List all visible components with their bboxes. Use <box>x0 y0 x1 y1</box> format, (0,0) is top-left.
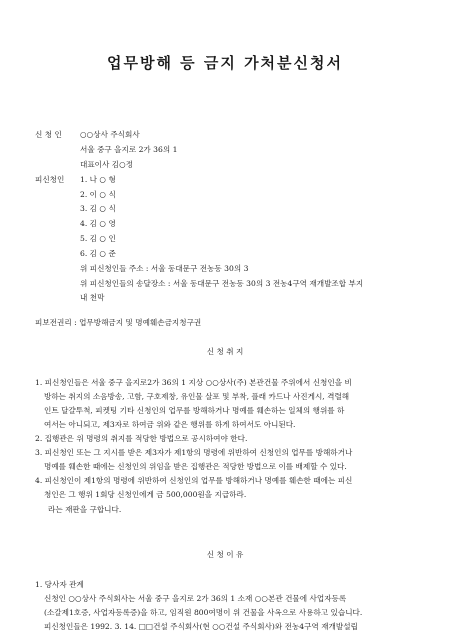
purpose-item-4-line: 4. 피신청인이 제1항의 명령에 위반하여 신청인의 업무를 방해하거나 명예를 훼손한 때에는 피신 <box>35 476 353 485</box>
reasons-line: 피신청인들은 1992. 3. 14. □□건설 주식회사(현 ○○건설 주식회사)와 전농4구역 재개발설립 <box>44 622 358 631</box>
reasons-line: 신청인 ○○상사 주식회사는 서울 중구 을지로 2가 36의 1 소재 ○○본관 건물에 사업자등록 <box>44 594 347 603</box>
respondent-label: 피신청인 <box>35 175 65 184</box>
applicant-address: 서울 중구 을지로 2가 36의 1 <box>80 145 178 154</box>
preserved-right: 피보전권리 : 업무방해금지 및 명예훼손금지청구권 <box>35 318 202 327</box>
respondent-name: 6. 김 ○ 준 <box>80 249 116 258</box>
respondent-service-address-cont: 내 천막 <box>80 293 105 302</box>
reasons-heading: 신 청 이 유 <box>206 550 244 559</box>
purpose-heading: 신 청 취 지 <box>206 347 244 356</box>
respondent-address: 위 피신청인들 주소 : 서울 동대문구 전농동 30의 3 <box>80 264 249 273</box>
respondent-name: 5. 김 ○ 인 <box>80 234 116 243</box>
document-title: 업무방해 등 금지 가처분신청서 <box>106 54 344 72</box>
applicant-company: ○○상사 주식회사 <box>80 130 140 139</box>
reasons-line: (소갈제1호증, 사업자등록증)을 하고, 임직원 800여명이 위 건물을 사옥으로 사용하고 있습니다. <box>44 608 363 617</box>
purpose-item-4-line: 청인은 그 행위 1회당 신청인에게 금 500,000원을 지급하라. <box>44 490 247 499</box>
purpose-item-3-line: 3. 피신청인 또는 그 지시를 받은 제3자가 제1항의 명령에 위반하여 신청인의 업무를 방해하거나 <box>35 448 353 457</box>
reasons-section-1: 1. 당사자 관계 <box>35 580 84 589</box>
respondent-name: 3. 김 ○ 식 <box>80 204 116 213</box>
respondent-name: 4. 김 ○ 영 <box>80 219 116 228</box>
purpose-item-2: 2. 집행관은 위 명령의 취지를 적당한 방법으로 공시하여야 한다. <box>35 434 248 443</box>
applicant-label: 신 청 인 <box>35 130 62 139</box>
respondent-name: 1. 나 ○ 형 <box>80 175 116 184</box>
purpose-item-1-line: 인트 달걀투척, 피켓팅 기타 신청인의 업무를 방해하거나 명예를 훼손하는 일체의 행위를 하 <box>44 406 345 415</box>
respondent-service-address: 위 피신청인들의 송달장소 : 서울 동대문구 전농동 30의 3 전농4구역 재개발조합 부지 <box>80 279 364 288</box>
purpose-item-1-line: 1. 피신청인들은 서울 중구 을지로2가 36의 1 지상 ○○상사(주) 본관건물 주위에서 신청인을 비 <box>35 378 352 387</box>
respondent-name: 2. 이 ○ 식 <box>80 190 116 199</box>
purpose-item-1-line: 방하는 취지의 소음방송, 고함, 구호제창, 유인물 살포 및 부착, 플래 카드나 사진게시, 격렬해 <box>44 392 350 401</box>
purpose-item-3-line: 명예를 훼손한 때에는 신청인의 위임을 받은 집행관은 적당한 방법으로 이를 배제할 수 있다. <box>44 462 347 471</box>
purpose-item-1-line: 여서는 아니되고, 제3자로 하여금 위와 같은 행위를 하게 하여서도 아니된다. <box>44 420 296 429</box>
applicant-representative: 대표이사 김○정 <box>80 160 134 169</box>
purpose-closing: 라는 재판을 구합니다. <box>48 505 122 514</box>
